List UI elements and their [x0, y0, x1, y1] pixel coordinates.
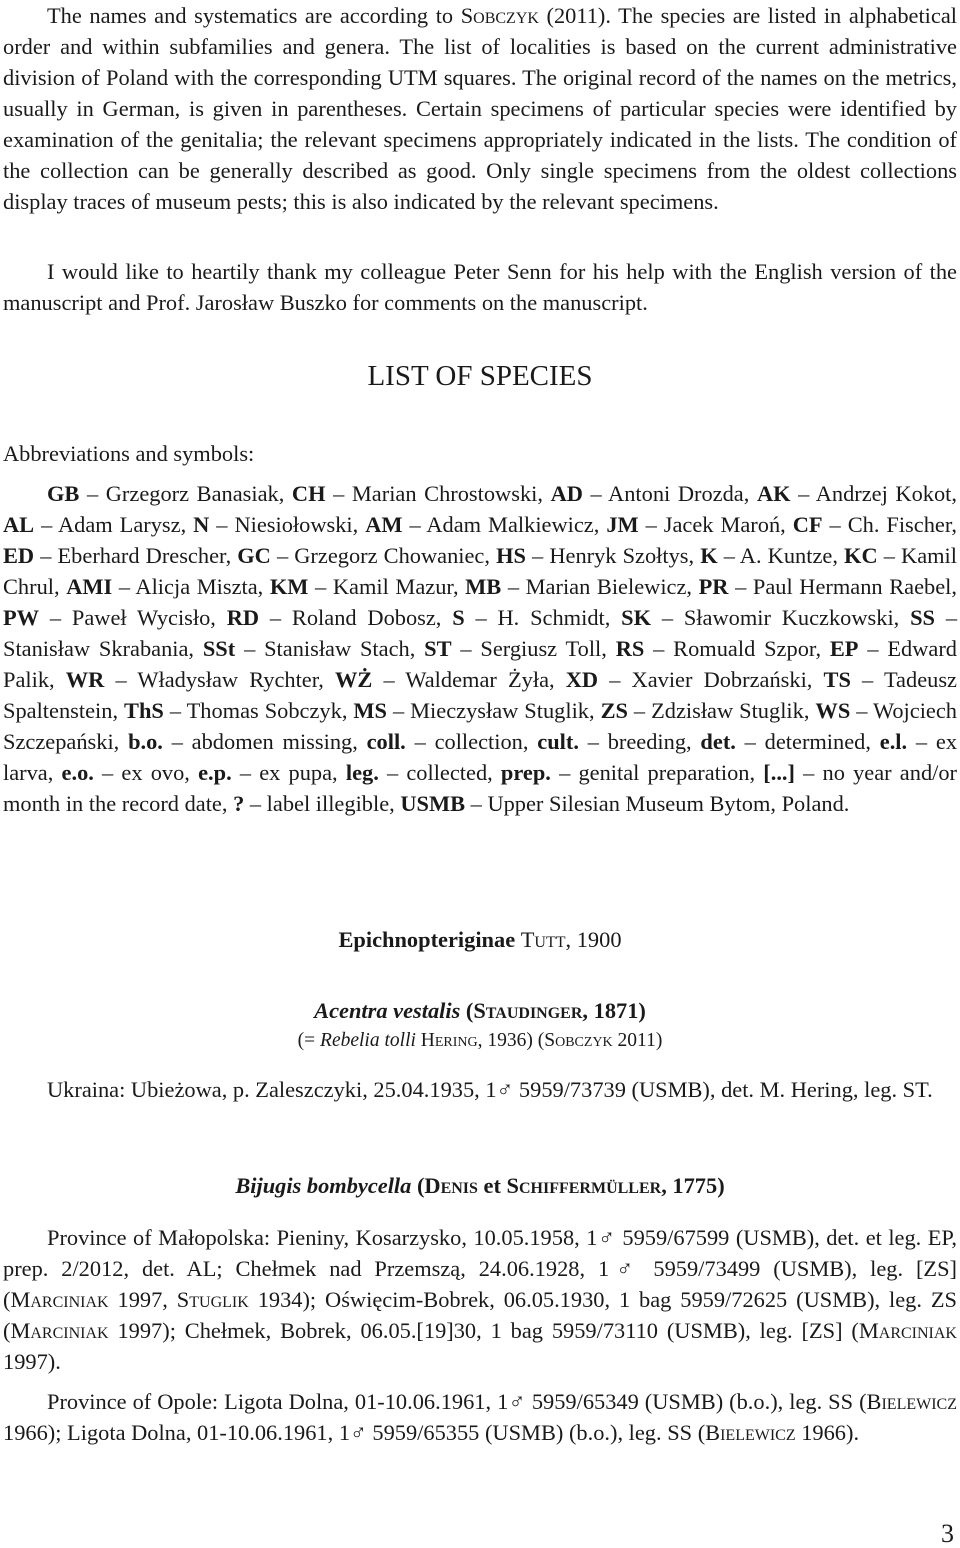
- abbreviation-value: – Paul Hermann Raebel,: [728, 574, 957, 599]
- abbreviation-key: TS: [823, 667, 851, 692]
- abbreviation-value: – label illegible,: [244, 791, 401, 816]
- abbreviation-key: ?: [233, 791, 245, 816]
- abbreviation-key: CH: [291, 481, 326, 506]
- abbreviation-value: – Grzegorz Banasiak,: [79, 481, 292, 506]
- abbreviation-key: KM: [269, 574, 309, 599]
- abbreviation-key: N: [193, 512, 210, 537]
- abbreviation-value: – Andrzej Kokot,: [790, 481, 957, 506]
- abbreviation-value: – Zdzisław Stuglik,: [627, 698, 816, 723]
- abbreviation-key: WS: [815, 698, 851, 723]
- abbreviation-key: det.: [700, 729, 736, 754]
- author-citation: Sobczyk: [460, 3, 539, 28]
- abbreviation-value: – no year and/or month in the record date,: [3, 760, 958, 816]
- abbreviation-value: – Mieczysław Stuglik,: [387, 698, 601, 723]
- abbreviation-key: AL: [3, 512, 35, 537]
- abbreviation-key: ST: [424, 636, 452, 661]
- abbreviation-key: USMB: [400, 791, 466, 816]
- abbreviation-key: leg.: [345, 760, 379, 785]
- synonym-name: Rebelia tolli: [320, 1030, 416, 1051]
- species-author-2: Schiffermüller: [506, 1173, 662, 1198]
- abbreviation-key: JM: [606, 512, 639, 537]
- abbreviation-value: – H. Schmidt,: [464, 605, 622, 630]
- abbreviation-key: GC: [237, 543, 271, 568]
- syn-prefix: (=: [297, 1030, 321, 1051]
- abbreviation-key: e.p.: [198, 760, 232, 785]
- abbreviation-value: – Wojciech Szczepański,: [3, 698, 957, 754]
- abbreviation-key: AD: [550, 481, 583, 506]
- abbreviation-key: RS: [615, 636, 645, 661]
- abbreviation-key: AK: [756, 481, 791, 506]
- abbreviation-value: – determined,: [735, 729, 880, 754]
- intro-text-a: The names and systematics are according to: [47, 3, 461, 28]
- abbreviation-value: – Kamil Chrul,: [3, 543, 957, 599]
- abbreviation-key: CF: [792, 512, 823, 537]
- abbreviation-value: – collection,: [405, 729, 538, 754]
- subfamily-heading: [0, 924, 960, 955]
- abbreviation-key: XD: [565, 667, 599, 692]
- abbreviation-key: HS: [496, 543, 526, 568]
- subfamily-year: , 1900: [565, 927, 622, 952]
- abbreviation-value: – Tadeusz Spaltenstein,: [3, 667, 957, 723]
- record-text: Province of Opole: Ligota Dolna, 01-10.06.1961, 1♂ 5959/65349 (USMB) (b.o.), leg. SS (: [47, 1389, 867, 1414]
- abbreviation-value: – Stanisław Stach,: [235, 636, 425, 661]
- abbreviation-key: MS: [353, 698, 387, 723]
- synonym-author-2: Sobczyk: [544, 1030, 613, 1051]
- et-connector: et: [477, 1173, 507, 1198]
- list-of-species-heading: LIST OF SPECIES: [367, 360, 593, 392]
- abbreviations-label: Abbreviations and symbols:: [3, 441, 255, 466]
- abbreviation-key: GB: [47, 481, 80, 506]
- abbreviation-value: – Upper Silesian Museum Bytom, Poland.: [465, 791, 850, 816]
- record-text: 1966); Ligota Dolna, 01-10.06.1961, 1♂ 5959/65355 (USMB) (b.o.), leg. SS (: [3, 1420, 706, 1445]
- abbreviation-value: – Niesiołowski,: [209, 512, 366, 537]
- abbreviation-value: – Władysław Rychter,: [104, 667, 336, 692]
- abbreviation-key: SSt: [202, 636, 236, 661]
- abbreviation-value: – Romuald Szpor,: [644, 636, 830, 661]
- abbreviation-key: SS: [910, 605, 935, 630]
- record-text: 1997,: [108, 1287, 177, 1312]
- abbreviation-key: MB: [465, 574, 502, 599]
- acknowledgement-paragraph: I would like to heartily thank my colleague Peter Senn for his help with the English version of the manuscript and Prof. Jarosław Buszko for comments on the manuscript.: [3, 259, 957, 315]
- abbreviation-key: coll.: [366, 729, 406, 754]
- abbreviation-key: e.l.: [879, 729, 908, 754]
- abbreviation-value: – Roland Dobosz,: [259, 605, 453, 630]
- species-year: , 1775): [661, 1173, 725, 1198]
- species-author: Staudinger: [473, 998, 583, 1023]
- species-name: Acentra vestalis: [314, 998, 461, 1023]
- abbreviation-key: K: [700, 543, 718, 568]
- abbreviation-value: – Thomas Sobczyk,: [163, 698, 354, 723]
- abbreviation-value: – Xavier Dobrzański,: [598, 667, 824, 692]
- syn-end: 2011): [612, 1030, 663, 1051]
- abbreviation-value: – Adam Larysz,: [34, 512, 194, 537]
- author-citation: Marciniak: [10, 1287, 109, 1312]
- abbreviation-key: PR: [698, 574, 729, 599]
- abbreviation-key: [...]: [763, 760, 795, 785]
- abbreviation-value: – Adam Malkiewicz,: [402, 512, 607, 537]
- abbreviation-value: – breeding,: [578, 729, 701, 754]
- species-name: Bijugis bombycella: [235, 1173, 412, 1198]
- paren-open: (: [460, 998, 474, 1023]
- subfamily-author: Tutt: [520, 927, 566, 952]
- abbreviation-key: AMI: [66, 574, 113, 599]
- abbreviation-value: – Ch. Fischer,: [822, 512, 957, 537]
- subfamily-name: Epichnopteriginae: [338, 927, 516, 952]
- synonym-line: [0, 1027, 960, 1055]
- abbreviation-key: SK: [621, 605, 652, 630]
- species-author-1: Denis: [424, 1173, 478, 1198]
- abbreviation-key: KC: [844, 543, 878, 568]
- abbreviation-value: – collected,: [378, 760, 501, 785]
- record-text: 1997).: [3, 1349, 61, 1374]
- abbreviation-key: b.o.: [128, 729, 163, 754]
- abbreviation-value: – Marian Bielewicz,: [501, 574, 699, 599]
- abbreviation-key: AM: [365, 512, 403, 537]
- abbreviation-key: ThS: [124, 698, 164, 723]
- abbreviation-value: – Alicja Miszta,: [112, 574, 270, 599]
- abbreviation-key: WŻ: [335, 667, 373, 692]
- author-citation: Marciniak: [10, 1318, 109, 1343]
- abbreviation-key: PW: [3, 605, 40, 630]
- record-text: 1966).: [795, 1420, 860, 1445]
- abbreviation-key: EP: [829, 636, 859, 661]
- abbreviation-key: S: [452, 605, 465, 630]
- author-citation: Bielewicz: [866, 1389, 957, 1414]
- intro-text-b: (2011). The species are listed in alphabetical order and within subfamilies and genera. The list of localities is based on the current administrative division of Poland with the corresponding UTM squares. The original record of the names on the metrics, usually in German, is given in parentheses. Certain specimens of particular species were identified by examination of the genitalia; the relevant specimens appropriately indicated in the lists. The condition of the collection can be generally described as good. Only single specimens from the oldest collections display traces of museum pests; this is also indicated by the relevant specimens.: [3, 3, 957, 214]
- abbreviation-key: ED: [3, 543, 35, 568]
- abbreviation-value: – genital preparation,: [550, 760, 764, 785]
- abbreviation-value: – Antoni Drozda,: [582, 481, 757, 506]
- abbreviation-value: – A. Kuntze,: [717, 543, 845, 568]
- synonym-author: Hering: [420, 1030, 478, 1051]
- abbreviation-key: RD: [226, 605, 260, 630]
- species-record-malopolska: [3, 1222, 957, 1377]
- abbreviation-value: – Sergiusz Toll,: [451, 636, 616, 661]
- species-record-opole: [3, 1386, 957, 1448]
- abbreviation-value: – Marian Chrostowski,: [325, 481, 551, 506]
- paren-open: (: [411, 1173, 425, 1198]
- abbreviation-value: – Henryk Szołtys,: [525, 543, 701, 568]
- abbreviation-value: – abdomen missing,: [162, 729, 367, 754]
- abbreviation-key: cult.: [537, 729, 579, 754]
- record-text: 1934); Oświęcim-Bobrek, 06.05.1930, 1 bag 5959/72625 (USMB), leg. ZS (: [3, 1287, 958, 1343]
- abbreviations-paragraph: [3, 478, 957, 819]
- abbreviation-value: – Jacek Maroń,: [638, 512, 793, 537]
- species-heading-acentra: [0, 995, 960, 1026]
- abbreviation-value: – Paweł Wycisło,: [39, 605, 227, 630]
- abbreviation-value: – ex pupa,: [231, 760, 346, 785]
- syn-mid: , 1936) (: [477, 1030, 545, 1051]
- author-citation: Bielewicz: [705, 1420, 796, 1445]
- abbreviation-value: – Eberhard Drescher,: [34, 543, 238, 568]
- abbreviation-value: – Waldemar Żyła,: [372, 667, 566, 692]
- abbreviation-value: – Kamil Mazur,: [308, 574, 466, 599]
- abbreviation-value: – Sławomir Kuczkowski,: [651, 605, 911, 630]
- species-year: , 1871): [582, 998, 646, 1023]
- species-heading-bijugis: [0, 1170, 960, 1201]
- abbreviation-value: – Stanisław Skrabania,: [3, 605, 958, 661]
- abbreviation-value: – Edward Palik,: [3, 636, 957, 692]
- abbreviation-key: e.o.: [61, 760, 94, 785]
- abbreviation-value: – ex ovo,: [93, 760, 199, 785]
- abbreviation-key: prep.: [500, 760, 551, 785]
- intro-paragraph: [3, 0, 957, 217]
- abbreviation-key: WR: [65, 667, 105, 692]
- author-citation: Marciniak: [858, 1318, 957, 1343]
- species-record-acentra: Ukraina: Ubieżowa, p. Zaleszczyki, 25.04.1935, 1♂ 5959/73739 (USMB), det. M. Hering, leg. ST.: [47, 1077, 933, 1102]
- abbreviation-key: ZS: [600, 698, 628, 723]
- author-citation: Stuglik: [176, 1287, 249, 1312]
- record-text: 1997); Chełmek, Bobrek, 06.05.[19]30, 1 bag 5959/73110 (USMB), leg. [ZS] (: [108, 1318, 859, 1343]
- abbreviation-value: – Grzegorz Chowaniec,: [270, 543, 497, 568]
- page-number: 3: [941, 1519, 954, 1548]
- record-text: Province of Małopolska: Pieniny, Kosarzysko, 10.05.1958, 1♂ 5959/67599 (USMB), det. et leg. EP, prep. 2/2012, det. AL; Chełmek nad Przemszą, 24.06.1928, 1♂ 5959/73499 (USMB), leg. [ZS] (: [3, 1225, 957, 1312]
- abbreviation-value: – ex larva,: [3, 729, 958, 785]
